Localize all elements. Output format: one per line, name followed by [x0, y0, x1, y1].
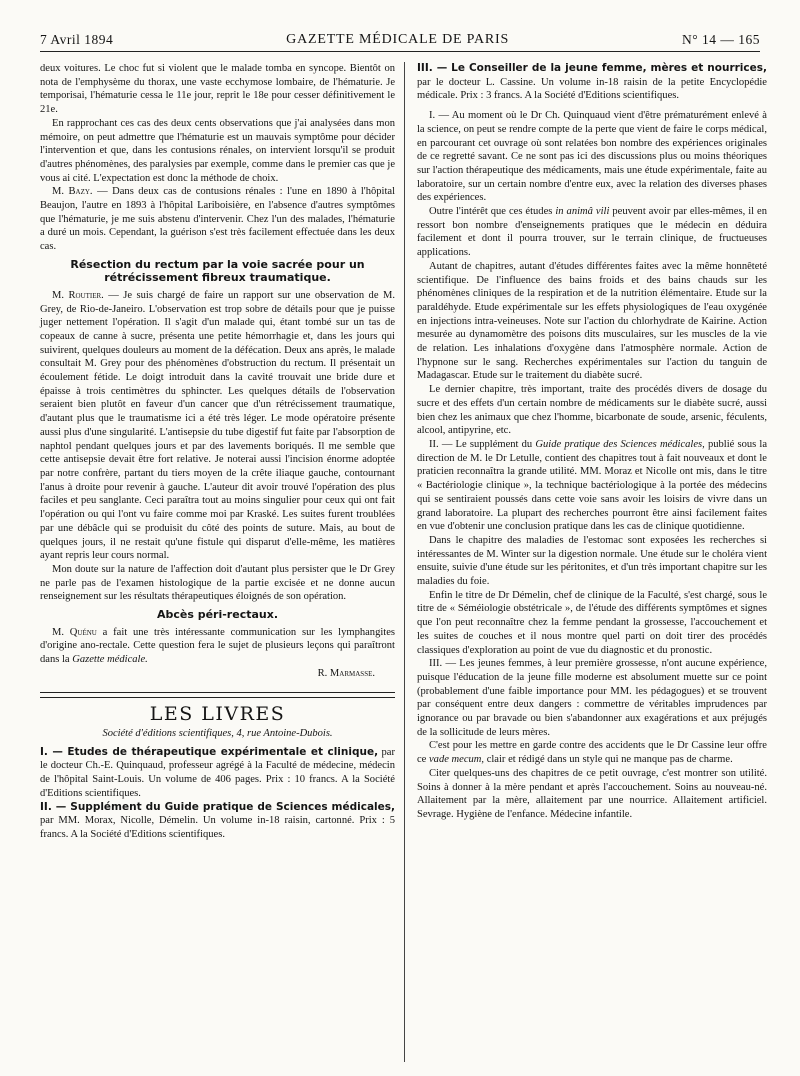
paragraph — [417, 205, 767, 260]
paragraph — [40, 185, 395, 254]
latin-phrase: vade mecum, — [429, 754, 485, 766]
book-reference: Guide pratique des Sciences médicales, — [535, 438, 705, 450]
paragraph-text: C'est pour les mettre en garde contre des accidents que le Dr Cassine leur offre ce — [417, 740, 767, 766]
book-details: par MM. Morax, Nicolle, Démelin. Un volume in-18 raisin, cartonné. Prix : 5 francs. A la Société d'Editions scientifiques. — [40, 815, 395, 840]
double-rule — [40, 692, 395, 698]
paragraph — [40, 626, 395, 667]
paragraph — [40, 289, 395, 563]
author-signature: R. Marmasse. — [317, 667, 375, 679]
left-column — [40, 62, 395, 842]
paragraph: En rapprochant ces cas des deux cents observations que j'ai analysées dans mon mémoire, on peut admettre que l'hématurie est un mauvais symptôme pour décider l'intervention et que, dans les contusions rénales, on intervient lorsqu'il se produit d'autres phénomènes, des paralysies par exemple, comme dans le premier cas que je vous ai cité. L'expectation est donc la méthode de choix. — [40, 117, 395, 184]
paragraph — [417, 739, 767, 766]
paragraph-text: peuvent avoir par elles-mêmes, il en ressort bon nombre d'enseignements pratiques que le médecin en déduira facilement et dont il pourra trouver, sur le terrain clinique, de fructueuses applications. — [417, 206, 767, 259]
paragraph-text: — Dans deux cas de contusions rénales : l'une en 1890 à l'hôpital Beaujon, l'autre en 1893 à l'hôpital Lariboisière, en l'absence d'autres symptômes que l'hématurie, je me suis abstenu d'intervenir. Chez l'un des malades, l'hématurie a duré un mois. Cependant, la guérison s'est très facilement effectuée dans les deux cas. — [40, 186, 395, 253]
journal-reference: Gazette médicale. — [72, 653, 148, 665]
paragraph-text: publié sous la direction de M. le Dr Letulle, contient des chapitres tout à fait nouveaux et dont le praticien reconnaîtra la grande utilité. MM. Moraz et Nicolle ont mis, dans le titre « Bactériologie clinique », la technique bactériologique à la portée des médecins qui se sentiraient poussés dans cette voie sans avoir les loisirs de vivre dans un grand laboratoire. La plupart des recherches pourront être ainsi facilement faites en vue d'obtenir une conclusion pratique dans les cas de clinique quotidienne. — [417, 438, 768, 533]
paragraph: deux voitures. Le choc fut si violent que le malade tomba en syncope. Bientôt on nota de l'emphysème du thorax, une vaste ecchymose lombaire, de l'hématurie. Je temporisai, l'hématurie cessa le 11e jour, reprit le 18e pour cesser définitivement le 21e. — [40, 63, 395, 116]
paragraph-text: clair et rédigé dans un style qui ne manque pas de charme. — [484, 754, 733, 766]
paragraph — [417, 438, 767, 534]
page-number: N° 14 — 165 — [681, 32, 760, 47]
paragraph: Enfin le titre de Dr Démelin, chef de clinique de la Faculté, s'est chargé, sous le titre de « Séméiologie obstétricale », de l'étude des différents symptômes et signes que l'on peut reconnaître chez la femme pendant la grossesse, l'accouchement et les suites de couches et il nous montre quel parti on doit tirer des procédés classiques d'exploration au point de vue du diagnostic et du pronostic. — [417, 589, 767, 656]
page-header — [40, 14, 760, 52]
column-divider — [404, 62, 405, 1062]
book-entry — [40, 746, 395, 801]
book-entry — [417, 62, 767, 103]
book-entry — [40, 801, 395, 842]
paragraph-text: Outre l'intérêt que ces études — [429, 206, 556, 218]
publisher-line: Société d'éditions scientifiques, 4, rue Antoine-Dubois. — [102, 728, 333, 740]
right-column — [417, 62, 767, 822]
paragraph: Mon doute sur la nature de l'affection doit d'autant plus persister que le Dr Grey ne parle pas de l'examen histologique de la partie excisée et ne donne aucun renseignement sur les résultats thérapeutiques éloignés de son opération. — [40, 563, 395, 603]
book-title: III. — Le Conseiller de la jeune femme, mères et nourrices, — [417, 62, 767, 74]
paragraph-text: II. — Le supplément du — [429, 438, 536, 450]
book-title: I. — Etudes de thérapeutique expérimentale et clinique, — [40, 745, 379, 758]
section-heading: Résection du rectum par la voie sacrée pour un rétrécissement fibreux traumatique. — [70, 257, 365, 285]
paragraph-text: a fait une très intéressante communication sur les lymphangites d'origine ano-rectale. Cette question fera le sujet de plusieurs leçons qui paraîtront dans la — [40, 626, 396, 665]
paragraph: I. — Au moment où le Dr Ch. Quinquaud vient d'être prématurément enlevé à la science, on peut se rendre compte de la perte que vient de faire le corps médical, en parcourant cet ouvrage où sont relatées bon nombre des expériences originales de ce regretté savant. Ce ne sont pas ici des discussions plus ou moins théoriques sur l'action thérapeutique des médicaments, mais une étude expérimentale, faite au laboratoire, sur un certain nombre d'entre eux, avec la relation des diverses phases des expériences. — [417, 110, 767, 204]
latin-phrase: in animâ vili — [555, 206, 610, 218]
book-title: II. — Supplément du Guide pratique de Sciences médicales, — [40, 800, 395, 813]
speaker-name: M. Bazy. — [52, 186, 93, 198]
paragraph: Dans le chapitre des maladies de l'estomac sont exposées les recherches si intéressantes de M. Winter sur la digestion normale. Une étude sur le choléra vient ensuite, suivie d'une étude sur les péritonites, et d'un très important chapitre sur les maladies du foie. — [417, 534, 767, 588]
paragraph: III. — Les jeunes femmes, à leur première grossesse, n'ont aucune expérience, puisque l'éducation de la jeune fille moderne est absolument muette sur ce point (probablement d'une faible importance pour MM. les pédagogues) et se trouvent par conséquent entre deux dangers : commettre de véritables imprudences par ignorance ou par bravade ou bien s'abandonner aux exagérations et aux préjugés de la sollicitude de leurs mères. — [417, 658, 767, 738]
section-heading: Abcès péri-rectaux. — [156, 608, 279, 622]
paragraph: Citer quelques-uns des chapitres de ce petit ouvrage, c'est montrer son utilité. Soins à donner à la mère pendant et après l'accouchement. Soins au nouveau-né. Allaitement par la mère, allaitement par une nourrice. Allaitement artificiel. Sevrage. Hygiène de l'enfance. Médecine infantile. — [417, 767, 767, 820]
paragraph: Le dernier chapitre, très important, traite des procédés divers de dosage du sucre et des effets d'un certain nombre de médicaments sur le diabète sucré, aussi bien chez les animaux que chez l'homme, bicarbonate de soude, arsenic, féculents, alcool, antipyrine, etc. — [417, 384, 767, 437]
speaker-name: M. Routier. — [52, 289, 104, 301]
paragraph-text: — Je suis chargé de faire un rapport sur une observation de M. Grey, de Rio-de-Janeiro. L'observation est trop sobre de détails pour que je puisse juger nettement l'opération. Il s'agit d'un malade qui, étant tombé sur un tas de copeaux de canne à sucre, présenta une petite hémorrhagie et, dans les jours qui suivirent, quelques douleurs au moment de la défécation. Deux ans après, le malade consultait M. Grey pour des phénomènes d'obstruction du rectum. Il présentait un écoulement fétide. Le doigt introduit dans la cavité trouvait une bride dure et épaisse à trois centimètres du sphincter. Les quelques détails de l'observation seraient bien plutôt en faveur d'un cancer que d'un rétrécissement traumatique, d'autant plus que le traumatisme ici a été très léger. Le mode opératoire présente aussi plus d'une singularité. L'antisepsie du tube digestif fut faite par l'absorption de naphtol pendant quelques jours et par des lavements boriqués. Il me semble que cette antisepsie devait être fort relative. Je noterai aussi l'incision énorme adoptée par notre confrère, partant du tiers moyen de la crête iliaque gauche, contournant l'anus à droite pour revenir à gauche. L'auteur dit avoir trouvé l'opération des plus faciles et peu sanglante. Ceci paraîtra tout au moins singulier pour ceux qui ont fait l'opération ou qui l'ont vu faire comme moi par Kraské. Les suites furent troublées par une débâcle qui se produisit du côté des points de suture. Mais, au bout de quelques jours, il ne restait qu'une fistule qui disparut d'elle-même, les matières ayant repris leur cours normal. — [40, 289, 395, 562]
paragraph: Autant de chapitres, autant d'études différentes faites avec la même honnêteté scientifique. De l'influence des bains froids et des bains chauds sur les phénomènes cliniques de la respiration et de la nutrition élémentaire. Etude sur la paraldéhyde. Etude expérimentale sur les effets physiologiques de l'eau oxygénée en injections intra-veineuses. Note sur l'action du chlorhydrate de Kairine. Action mesurée au dynamomètre des poisons dits musculaires, sur les muscles de la vie de relation. Les inhalations d'oxygène dans l'atmosphère normale. Action de l'hypnone sur le sang. Recherches expérimentales sur l'action du tanguin de Madagascar. Etude sur le traitement du diabète sucré. — [417, 260, 767, 382]
book-details: par le docteur L. Cassine. Un volume in-18 raisin de la petite Encyclopédie médicale. Prix : 3 francs. A la Société d'Editions scientifiques. — [417, 76, 767, 102]
journal-title: GAZETTE MÉDICALE DE PARIS — [286, 32, 510, 47]
books-heading: LES LIVRES — [149, 703, 286, 726]
book-details: par le docteur Ch.-E. Quinquaud, professeur agrégé à la Faculté de médecine, médecin de l'hôpital Saint-Louis. Un volume de 406 pages. Prix : 10 francs. A la Société d'Editions scientifiques. — [40, 746, 396, 799]
header-date: 7 Avril 1894 — [40, 32, 114, 47]
speaker-name: M. Quénu — [52, 626, 97, 638]
